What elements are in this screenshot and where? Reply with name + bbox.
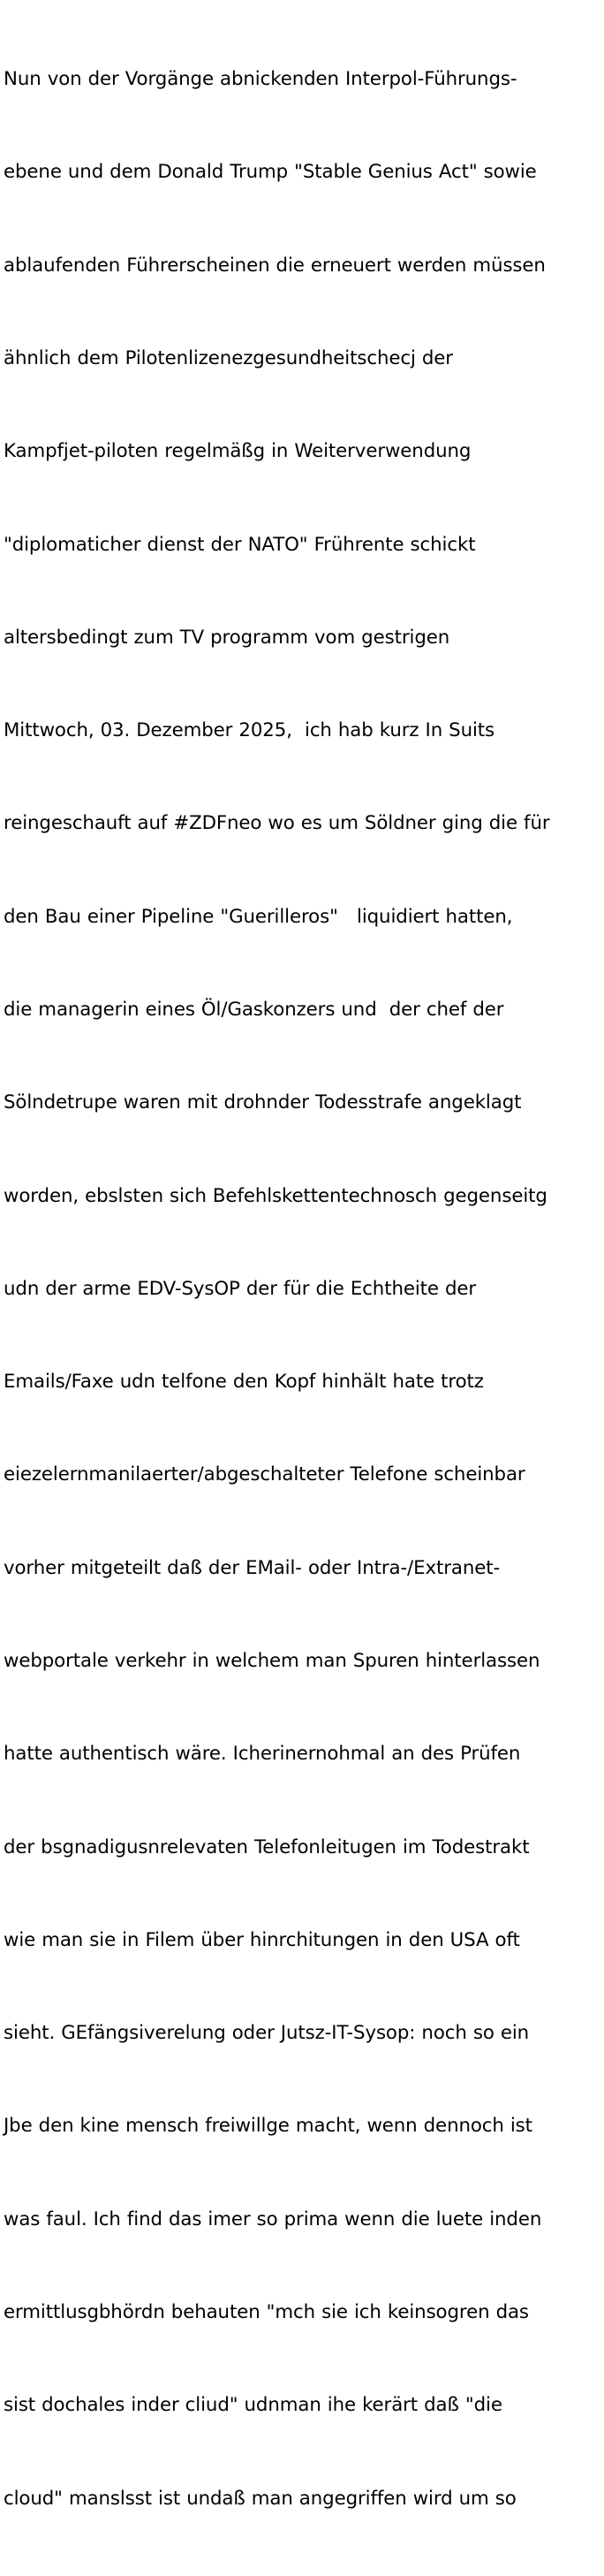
text-line: Emails/Faxe udn telfone den Kopf hinhält hate trotz: [4, 1371, 484, 1394]
text-line: Sölndetrupe waren mit drohnder Todesstrafe angeklagt: [4, 1091, 522, 1114]
text-line: was faul. Ich find das imer so prima wenn die luete inden: [4, 2207, 542, 2230]
text-line: webportale verkehr in welchem man Spuren hinterlassen: [4, 1649, 540, 1672]
text-line: Kampfjet-piloten regelmäßg in Weiterverwendung: [4, 440, 472, 463]
text-line: der bsgnadigusnrelevaten Telefonleitugen im Todestrakt: [4, 1835, 530, 1858]
text-line: altersbedingt zum TV programm vom gestrigen: [4, 626, 450, 649]
text-line: Jbe den kine mensch freiwillge macht, wenn dennoch ist: [4, 2115, 532, 2138]
text-line: ermittlusgbhördn behauten "mch sie ich keinsogren das: [4, 2300, 529, 2323]
text-line: hatte authentisch wäre. Icherinernohmal an des Prüfen: [4, 1743, 521, 1766]
text-line: sist dochales inder cliud" udnman ihe kerärt daß "die: [4, 2394, 502, 2417]
document-body-text: [4, 2, 599, 2576]
text-line: sieht. GEfängsiverelung oder Jutsz-IT-Sysop: noch so ein: [4, 2022, 530, 2045]
text-line: wie man sie in Filem über hinrchitungen in den USA oft: [4, 1928, 520, 1951]
text-line: den Bau einer Pipeline "Guerilleros" liquidiert hatten,: [4, 905, 513, 928]
text-line: eiezelernmanilaerter/abgeschalteter Telefone scheinbar: [4, 1463, 525, 1486]
text-line: ebene und dem Donald Trump "Stable Genius Act" sowie: [4, 161, 537, 184]
text-line: worden, ebslsten sich Befehlskettentechnosch gegenseitg: [4, 1184, 547, 1207]
text-line: "diplomaticher dienst der NATO" Frührente schickt: [4, 533, 476, 556]
text-line: cloud" manslsst ist undaß man angegriffen wird um so: [4, 2487, 517, 2510]
text-line: Nun von der Vorgänge abnickenden Interpol-Führungs-: [4, 68, 517, 91]
text-line: ablaufenden Führerscheinen die erneuert werden müssen: [4, 254, 546, 277]
text-line: vorher mitgeteilt daß der EMail- oder Intra-/Extranet-: [4, 1556, 501, 1579]
text-line: ähnlich dem Pilotenlizenezgesundheitschecj der: [4, 347, 453, 370]
text-line: Mittwoch, 03. Dezember 2025, ich hab kurz In Suits: [4, 719, 495, 742]
text-line: reingeschauft auf #ZDFneo wo es um Söldner ging die für: [4, 812, 550, 835]
text-line: die managerin eines Öl/Gaskonzers und der chef der: [4, 999, 504, 1021]
text-line: udn der arme EDV-SysOP der für die Echtheite der: [4, 1277, 477, 1300]
